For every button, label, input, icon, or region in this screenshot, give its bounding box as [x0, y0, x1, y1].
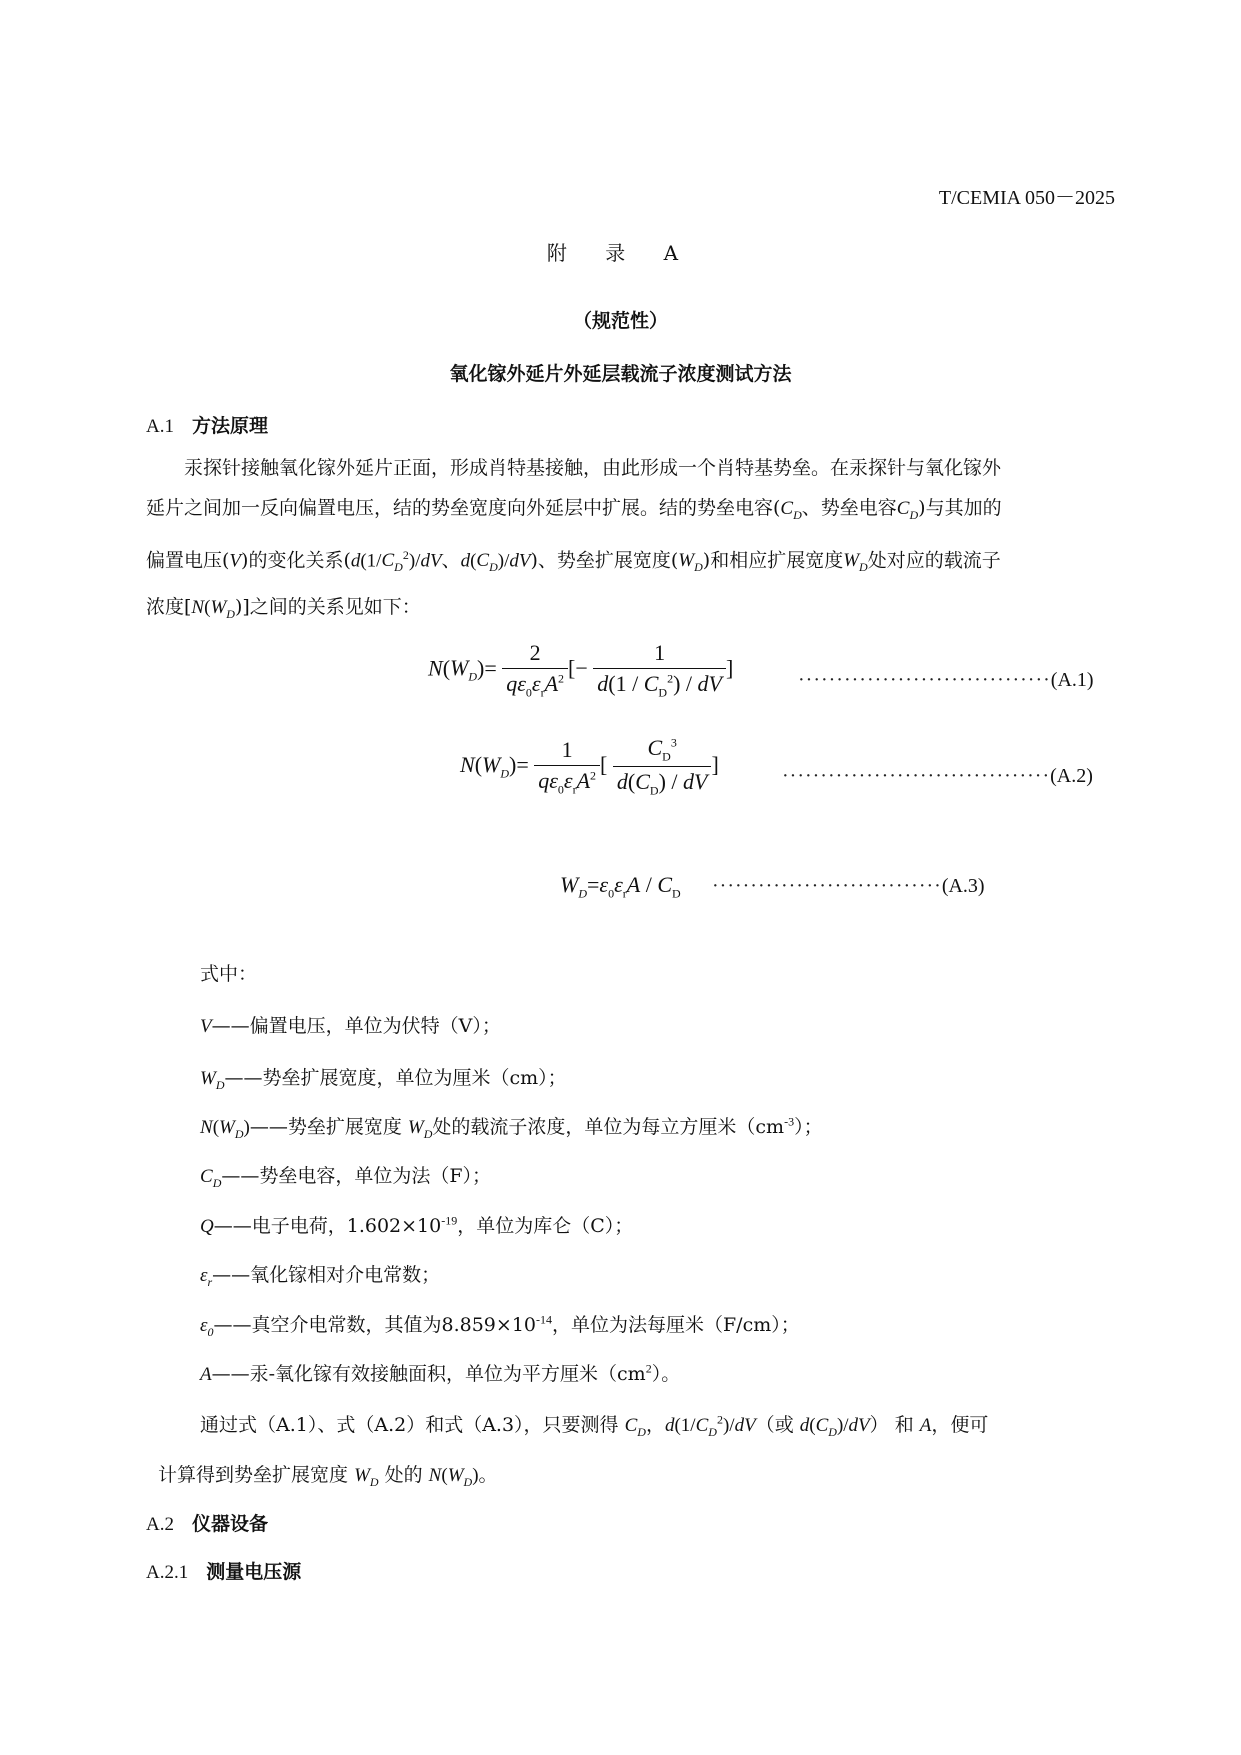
- equation-a3-number: ······························(A.3): [712, 875, 985, 897]
- section-a1-heading: A.1 方法原理: [146, 415, 268, 437]
- where-label: 式中：: [200, 963, 258, 985]
- section-a21-heading: A.2.1 测量电压源: [146, 1561, 302, 1583]
- intro-paragraph: 汞探针接触氧化镓外延片正面，形成肖特基接触，由此形成一个肖特基势垒。在汞探针与氧化镓外 延片之间加一反向偏置电压，结的势垒宽度向外延层中扩展。结的势垒电容($C_D$、势垒电容$C_D$)与其加的 偏置电压(V)的变化关系($d(1/C_D^2)/dV$、$d(C_D)/dV$)、势垒扩展宽度$(W_D)$和相应扩展宽度$W_D$处对应的载流子 浓度$[N(W_D)]$之间的关系见如下：: [146, 457, 1002, 621]
- var-v: V——偏置电压，单位为伏特（V）；: [200, 1015, 501, 1037]
- var-cd: $C_D——$势垒电容，单位为法（F）；: [200, 1165, 492, 1190]
- equation-a2-number: ···································(A.2): [782, 765, 1093, 787]
- conclusion-line-2: 计算得到势垒扩展宽度 $W_D$ 处的 $N(W_D)$。: [158, 1464, 498, 1489]
- var-er: $\varepsilon_r——$氧化镓相对介电常数；: [200, 1264, 441, 1289]
- var-e0: $\varepsilon_0——$真空介电常数，其值为$8.859\times 10^{-14}$，单位为法每厘米（F/cm）；: [200, 1312, 800, 1339]
- equation-a1: $N(W_D)=$ $\frac{2}{q\varepsilon_0\varepsilon_rA^2}$ [− $\frac{1}{d(1 / C_D^2) / dV}$ ]: [428, 640, 734, 700]
- standard-code: T/CEMIA 050－2025: [938, 187, 1115, 209]
- var-q: Q——电子电荷，$1.602\times 10^{-19}$，单位为库仑（C）；: [200, 1213, 634, 1237]
- appendix-type: （规范性）: [572, 310, 668, 332]
- conclusion-line-1: 通过式（A.1）、式（A.2）和式（A.3），只要测得 $C_D$，$d(1/C_D^2)/dV$（或 $d(C_D)/dV$） 和 A，便可: [200, 1412, 989, 1439]
- equation-a1-number: ·································(A.1): [798, 669, 1094, 691]
- var-wd: $W_D——$势垒扩展宽度，单位为厘米（cm）；: [200, 1067, 567, 1092]
- equation-a3: $W_D=\varepsilon_0\varepsilon_rA / C_D$: [560, 872, 681, 901]
- appendix-title: 附 录 A: [546, 241, 695, 265]
- equation-a2: $N(W_D)=$ $\frac{1}{q\varepsilon_0\varepsilon_rA^2}$ [ $\frac{C_D^3}{d(C_D) / dV}$ ]: [460, 735, 719, 798]
- section-a2-heading: A.2 仪器设备: [146, 1513, 268, 1535]
- appendix-name: 氧化镓外延片外延层载流子浓度测试方法: [449, 363, 792, 385]
- var-nwd: $N(W_D)——$势垒扩展宽度 $W_D$处的载流子浓度，单位为每立方厘米$(cm^{-3})$；: [200, 1114, 823, 1141]
- var-a: A——汞-氧化镓有效接触面积，单位为平方厘米$(cm^2)$。: [200, 1361, 681, 1385]
